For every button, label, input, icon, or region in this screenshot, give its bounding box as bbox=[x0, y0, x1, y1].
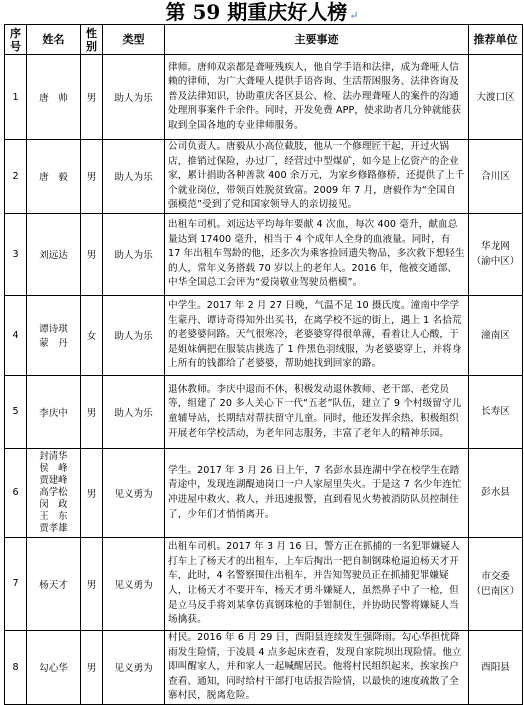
row-sex: 男 bbox=[81, 375, 103, 448]
table-row bbox=[5, 537, 523, 630]
row-sex: 男 bbox=[81, 448, 103, 537]
table-body bbox=[5, 55, 523, 705]
table-row bbox=[5, 140, 523, 214]
row-name: 唐 帅 bbox=[27, 55, 81, 140]
header-deeds: 主要事迹 bbox=[165, 25, 469, 55]
row-type: 助人为乐 bbox=[103, 213, 165, 295]
row-sex: 男 bbox=[81, 630, 103, 704]
row-number: 2 bbox=[5, 140, 27, 214]
table-row bbox=[5, 630, 523, 704]
row-name: 勾心华 bbox=[27, 630, 81, 704]
row-name: 李庆中 bbox=[27, 375, 81, 448]
row-type: 助人为乐 bbox=[103, 375, 165, 448]
table-header-row bbox=[5, 25, 523, 55]
table-row bbox=[5, 295, 523, 375]
row-deeds: 律师。唐帅双亲都是聋哑残疾人，他自学手语和法律，成为聋哑人信赖的律师，为广大聋哑人提供手语咨询、生活帮困服务、法律咨询及普及法律知识，协助重庆各区县公、检、法办理聋哑人的案件的沟通处理刑事案件千余件。同时，开发免费 APP，使求助者几分钟就能获取到全国各地的专业律师服务。 bbox=[165, 55, 469, 140]
row-deeds: 村民。2016 年 6 月 29 日，酉阳县连续发生强降雨。勾心华担忧降雨发生险情，于凌晨 4 点多起床查看，发现自家院坝出现险情。他立即叫醒家人，并和家人一起喊醒居民。他将村民组织起来，挨家挨户查看、通知，同时给村干部打电话报告险情，以最快的速度疏散了全寨村民，脱离危险。 bbox=[165, 630, 469, 704]
row-deeds: 学生。2017 年 3 月 26 日上午，7 名彭水县连湖中学在校学生在踏青途中，发现连湖醍迪岗口一户人家屋里失火。于是这 7 名少年连忙冲进屋中救火、救人，并迅速报警，直到看见火势被消防队员控制住了，少年们才悄悄离开。 bbox=[165, 448, 469, 537]
row-name: 封清华 侯 峰 贾建峰 高学松 闵 政 王 东 贾孝雄 bbox=[27, 448, 81, 537]
header-sex: 性别 bbox=[81, 25, 103, 55]
row-sex: 男 bbox=[81, 140, 103, 214]
row-sex: 女 bbox=[81, 295, 103, 375]
row-unit: 华龙网 （渝中区） bbox=[469, 213, 523, 295]
row-unit: 酉阳县 bbox=[469, 630, 523, 704]
header-no: 序号 bbox=[5, 25, 27, 55]
row-type: 见义勇为 bbox=[103, 630, 165, 704]
row-number: 1 bbox=[5, 55, 27, 140]
row-sex: 男 bbox=[81, 55, 103, 140]
header-name: 姓名 bbox=[27, 25, 81, 55]
row-number: 7 bbox=[5, 537, 27, 630]
row-unit: 大渡口区 bbox=[469, 55, 523, 140]
row-sex: 男 bbox=[81, 213, 103, 295]
row-deeds: 中学生。2017 年 2 月 27 日晚，气温不足 10 摄氏度。潼南中学学生蒙丹、谭诗奇得知外出买书，在离学校不远的街上，遇上 1 名拾荒的老婆婆问路。天气很寒冷，老婆婆穿得很单薄，看着让人心酸，于是姐妹俩把在服装店挑选了 1 件黑色羽绒服，为老婆婆穿上，并将身上所有的钱都给了老婆婆，帮助她找到回家的路。 bbox=[165, 295, 469, 375]
table-row bbox=[5, 375, 523, 448]
row-unit: 长寿区 bbox=[469, 375, 523, 448]
table-row bbox=[5, 213, 523, 295]
table-row bbox=[5, 55, 523, 140]
row-deeds: 出租车司机。刘远达平均每年要献 4 次血，每次 400 毫升，献血总量达到 17400 毫升，相当于 4 个成年人全身的血液量。同时，有 17 年出租车驾龄的他，还多次为乘客捡回遗失物品，多次救下想轻生的人，常年义务搭载 70 岁以上的老年人。2016 年，他被交通部、中华全国总工会评为“爱岗敬业驾驶员楷模”。 bbox=[165, 213, 469, 295]
row-name: 刘远达 bbox=[27, 213, 81, 295]
row-unit: 市交委 （巴南区） bbox=[469, 537, 523, 630]
row-unit: 合川区 bbox=[469, 140, 523, 214]
row-sex: 男 bbox=[81, 537, 103, 630]
header-type: 类型 bbox=[103, 25, 165, 55]
row-type: 见义勇为 bbox=[103, 448, 165, 537]
paragraph-mark-icon: ↵ bbox=[349, 9, 359, 22]
row-type: 助人为乐 bbox=[103, 140, 165, 214]
row-number: 4 bbox=[5, 295, 27, 375]
row-number: 5 bbox=[5, 375, 27, 448]
row-number: 6 bbox=[5, 448, 27, 537]
header-unit: 推荐单位 bbox=[469, 25, 523, 55]
row-deeds: 公司负责人。唐毅从小高位截肢，他从一个修理匠干起，开过火锅店，推销过保险，办过厂，经营过中型煤矿，如今是上亿资产的企业家，累计捐助各种善款 400 余万元，为家乡修路修桥，还提供了上千个就业岗位，带领百姓脱贫致富。2009 年 7 月，唐毅作为“全国自强模范”受到了党和国家领导人的亲切接见。 bbox=[165, 140, 469, 214]
row-number: 8 bbox=[5, 630, 27, 704]
row-type: 助人为乐 bbox=[103, 295, 165, 375]
row-name: 唐 毅 bbox=[27, 140, 81, 214]
title-text: 第 59 期重庆好人榜 bbox=[165, 0, 348, 24]
row-type: 见义勇为 bbox=[103, 537, 165, 630]
table-row bbox=[5, 448, 523, 537]
row-deeds: 出租车司机。2017 年 3 月 16 日，警方正在抓捕的一名犯罪嫌疑人打车上了杨天才的出租车，上车后掏出一把自制钢珠枪逼迫杨天才开车，此时，4 名警察围住出租车，并告知驾驶员正在抓捕犯罪嫌疑人，让杨天才不要开车，杨天才勇斗嫌疑人，虽然鼻子中了一枪，但是立马反手将刘某拿仿真钢珠枪的手钳制住，并协助民警将嫌疑人当场擒获。 bbox=[165, 537, 469, 630]
honor-list-table bbox=[4, 24, 523, 705]
row-unit: 潼南区 bbox=[469, 295, 523, 375]
row-number: 3 bbox=[5, 213, 27, 295]
row-deeds: 退休教师。李庆中退而不休，积极发动退休教师、老干部、老党员等，组建了 20 多人关心下一代“五老”队伍，建立了 9 个村级留守儿童辅导站，长期结对帮扶留守儿童。同时，他还发挥余热，积极组织开展老年学校活动，为老年同志服务，丰富了老年人的精神乐园。 bbox=[165, 375, 469, 448]
page-title bbox=[0, 0, 524, 24]
row-name: 谭诗琪 蒙 丹 bbox=[27, 295, 81, 375]
row-unit: 彭水县 bbox=[469, 448, 523, 537]
row-type: 助人为乐 bbox=[103, 55, 165, 140]
row-name: 杨天才 bbox=[27, 537, 81, 630]
